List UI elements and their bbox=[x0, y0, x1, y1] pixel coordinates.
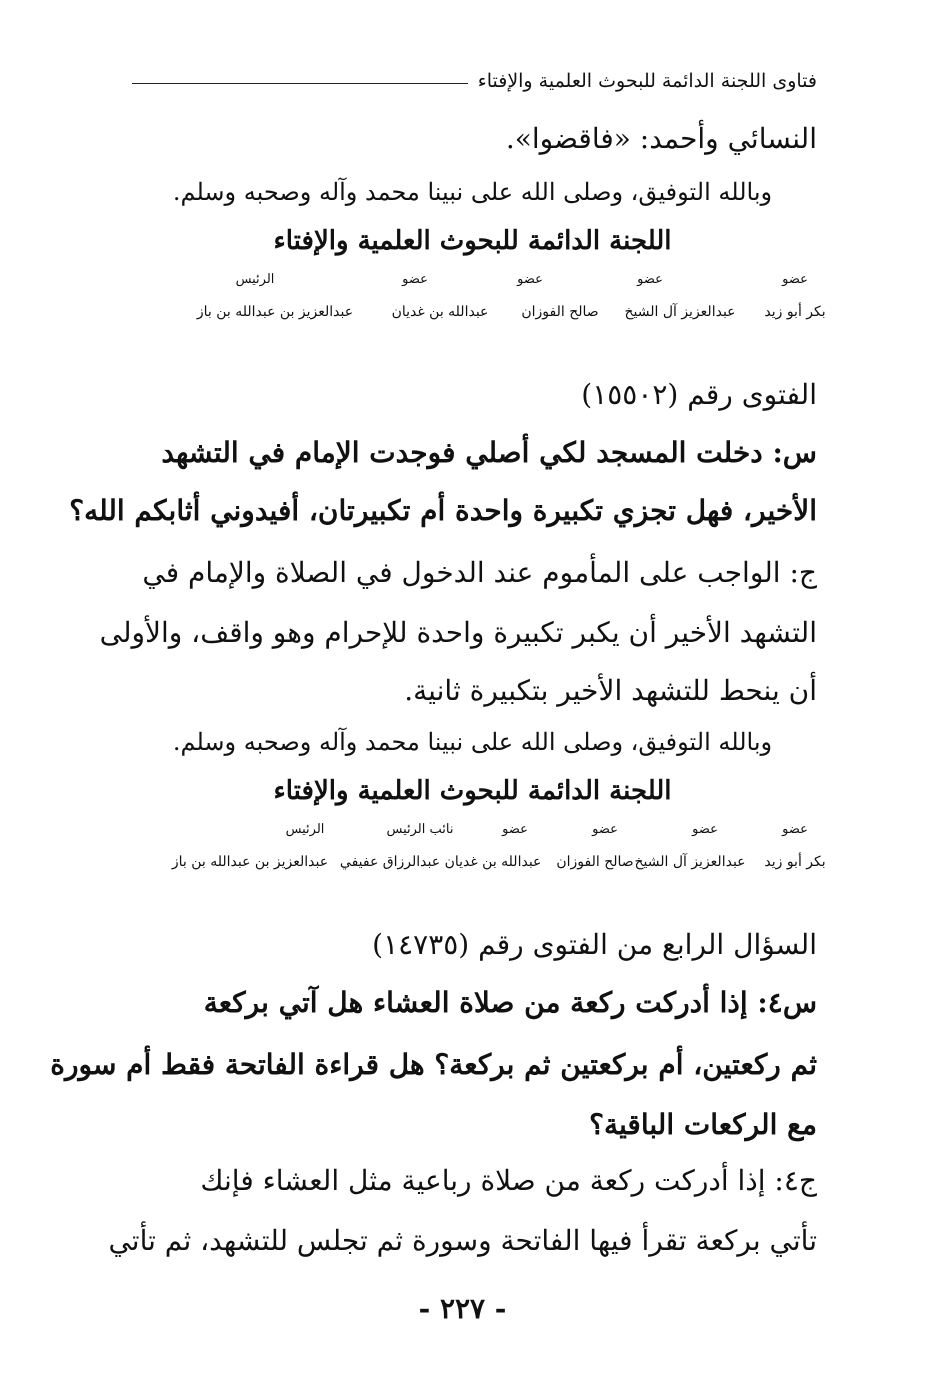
sig-name: عبدالله بن غديان bbox=[391, 304, 489, 320]
sig-title: عضو bbox=[502, 822, 528, 837]
signature-titles bbox=[110, 272, 815, 296]
closing-line: وبالله التوفيق، وصلى الله على نبينا محمد وآله وصحبه وسلم. bbox=[172, 178, 773, 206]
sig-title: عضو bbox=[402, 272, 428, 287]
question-line: مع الركعات الباقية؟ bbox=[589, 1108, 817, 1141]
sig-title: عضو bbox=[782, 272, 808, 287]
sig-title: عضو bbox=[517, 272, 543, 287]
sig-name: عبدالله بن غديان bbox=[444, 854, 542, 870]
fatwa-heading: السؤال الرابع من الفتوى رقم (١٤٧٣٥) bbox=[372, 928, 817, 961]
signature-names bbox=[110, 854, 826, 878]
text-line: النسائي وأحمد: «فاقضوا». bbox=[505, 122, 817, 155]
committee-name: اللجنة الدائمة للبحوث العلمية والإفتاء bbox=[273, 776, 672, 806]
header-title: فتاوى اللجنة الدائمة للبحوث العلمية والإفتاء bbox=[477, 70, 817, 92]
sig-title: عضو bbox=[692, 822, 718, 837]
sig-title: عضو bbox=[592, 822, 618, 837]
signature-titles bbox=[110, 822, 815, 846]
closing-line: وبالله التوفيق، وصلى الله على نبينا محمد وآله وصحبه وسلم. bbox=[172, 728, 773, 756]
sig-name: صالح الفوزان bbox=[521, 304, 599, 320]
question-line: س٤: إذا أدركت ركعة من صلاة العشاء هل آتي بركعة bbox=[203, 986, 817, 1019]
sig-name: عبدالرزاق عفيفي bbox=[339, 854, 441, 870]
signature-names bbox=[110, 304, 826, 328]
sig-title: عضو bbox=[782, 822, 808, 837]
committee-name: اللجنة الدائمة للبحوث العلمية والإفتاء bbox=[273, 226, 672, 256]
sig-title: عضو bbox=[637, 272, 663, 287]
answer-line: أن ينحط للتشهد الأخير بتكبيرة ثانية. bbox=[404, 674, 817, 707]
answer-line: التشهد الأخير أن يكبر تكبيرة واحدة للإحرام وهو واقف، والأولى bbox=[99, 616, 817, 649]
sig-name: صالح الفوزان bbox=[556, 854, 634, 870]
sig-title: نائب الرئيس bbox=[386, 822, 454, 837]
running-header bbox=[132, 70, 817, 92]
sig-name: عبدالعزيز بن عبدالله بن باز bbox=[171, 854, 329, 870]
answer-line: تأتي بركعة تقرأ فيها الفاتحة وسورة ثم تجلس للتشهد، ثم تأتي bbox=[108, 1224, 817, 1257]
sig-name: عبدالعزيز آل الشيخ bbox=[624, 304, 736, 320]
sig-name: عبدالعزيز بن عبدالله بن باز bbox=[196, 304, 354, 320]
sig-name: بكر أبو زيد bbox=[764, 304, 826, 320]
question-line: س: دخلت المسجد لكي أصلي فوجدت الإمام في التشهد bbox=[161, 436, 817, 469]
sig-name: بكر أبو زيد bbox=[764, 854, 826, 870]
question-line: الأخير، فهل تجزي تكبيرة واحدة أم تكبيرتان، أفيدوني أثابكم الله؟ bbox=[69, 494, 817, 527]
sig-name: عبدالعزيز آل الشيخ bbox=[634, 854, 746, 870]
header-rule bbox=[132, 83, 468, 84]
fatwa-heading: الفتوى رقم (١٥٥٠٢) bbox=[581, 378, 817, 411]
sig-title: الرئيس bbox=[235, 272, 275, 287]
answer-line: ج: الواجب على المأموم عند الدخول في الصلاة والإمام في bbox=[142, 556, 817, 589]
sig-title: الرئيس bbox=[285, 822, 325, 837]
question-line: ثم ركعتين، أم بركعتين ثم بركعة؟ هل قراءة الفاتحة فقط أم سورة bbox=[50, 1048, 817, 1081]
answer-line: ج٤: إذا أدركت ركعة من صلاة رباعية مثل العشاء فإنك bbox=[200, 1164, 817, 1197]
page-number: - ٢٢٧ - bbox=[418, 1292, 507, 1325]
